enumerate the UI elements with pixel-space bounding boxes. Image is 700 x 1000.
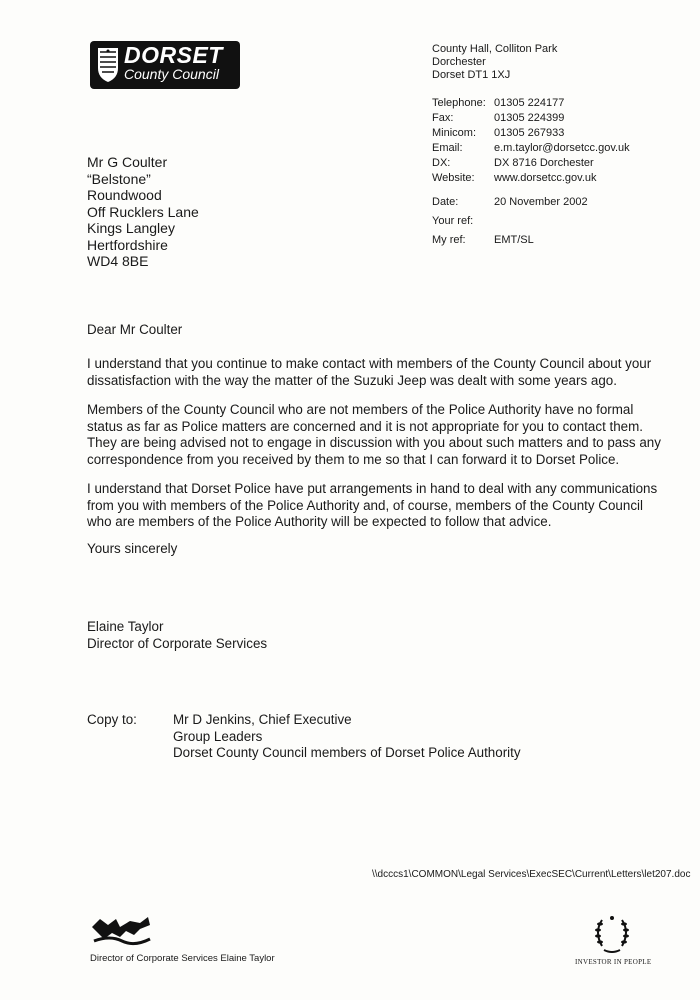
body-paragraph: I understand that Dorset Police have put arrangements in hand to deal with any communications from you with members of the Police Authority and, of course, members of the County Council who are members of the Police Authority will be expected to follow that advice.	[87, 481, 658, 530]
footer-caption: Director of Corporate Services Elaine Taylor	[90, 953, 275, 964]
meta-value: 20 November 2002	[494, 196, 588, 208]
salutation: Dear Mr Coulter	[87, 322, 183, 337]
contact-label: Telephone:	[432, 97, 486, 109]
contact-value: 01305 224177	[494, 97, 565, 109]
contact-label: Website:	[432, 172, 475, 184]
investor-in-people-laurel-icon	[592, 912, 632, 956]
meta-value: EMT/SL	[494, 234, 534, 246]
signatory-title: Director of Corporate Services	[87, 635, 268, 651]
crest-icon	[96, 46, 120, 84]
recipient-address	[87, 154, 199, 270]
contact-value: e.m.taylor@dorsetcc.gov.uk	[494, 142, 630, 154]
recipient-line: Roundwood	[87, 187, 162, 203]
closing: Yours sincerely	[87, 541, 178, 556]
sender-address	[432, 43, 557, 82]
meta-label: Date:	[432, 196, 459, 208]
copy-to-list	[173, 712, 521, 762]
copy-recipient: Group Leaders	[173, 728, 263, 744]
document-path: \\dcccs1\COMMON\Legal Services\ExecSEC\Current\Letters\let207.doc	[372, 869, 691, 880]
council-logo	[90, 41, 240, 89]
body-paragraph: I understand that you continue to make contact with members of the County Council about your dissatisfaction with the way the matter of the Suzuki Jeep was dealt with some years ago.	[87, 356, 652, 388]
logo-title: DORSET	[124, 42, 223, 68]
body-paragraph: Members of the County Council who are not members of the Police Authority have no formal status as far as Police matters are concerned and it is not appropriate for you to contact them. They are being advised not to engage in discussion with you about such matters and to pass any correspondence from you received by them to me so that I can forward it to Dorset Police.	[87, 402, 661, 467]
contact-label: Email:	[432, 142, 463, 154]
recipient-line: Kings Langley	[87, 220, 175, 236]
iip-caption: INVESTOR IN PEOPLE	[575, 958, 652, 966]
contact-value: www.dorsetcc.gov.uk	[494, 172, 597, 184]
contact-value: DX 8716 Dorchester	[494, 157, 594, 169]
address-line: Dorchester	[432, 56, 486, 68]
contact-label: Fax:	[432, 112, 454, 124]
recipient-line: WD4 8BE	[87, 253, 149, 269]
signatory-name: Elaine Taylor	[87, 619, 164, 634]
logo-subtitle: County Council	[124, 66, 219, 82]
contact-value: 01305 224399	[494, 112, 565, 124]
recipient-line: Hertfordshire	[87, 236, 168, 253]
copy-recipient: Dorset County Council members of Dorset Police Authority	[173, 745, 521, 761]
contact-value: 01305 267933	[494, 127, 565, 139]
meta-label: Your ref:	[432, 215, 474, 227]
signature-block	[87, 619, 667, 652]
recipient-line: Off Rucklers Lane	[87, 203, 199, 220]
copy-to-label: Copy to:	[87, 712, 137, 727]
address-line: Dorset DT1 1XJ	[432, 69, 511, 81]
contact-label: Minicom:	[432, 127, 477, 139]
recipient-line: “Belstone”	[87, 170, 151, 187]
address-line: County Hall, Colliton Park	[432, 43, 558, 55]
meta-label: My ref:	[432, 234, 466, 246]
recipient-line: Mr G Coulter	[87, 154, 168, 170]
dorset-emblem-icon	[90, 913, 152, 947]
copy-recipient: Mr D Jenkins, Chief Executive	[173, 712, 352, 727]
contact-label: DX:	[432, 157, 451, 169]
